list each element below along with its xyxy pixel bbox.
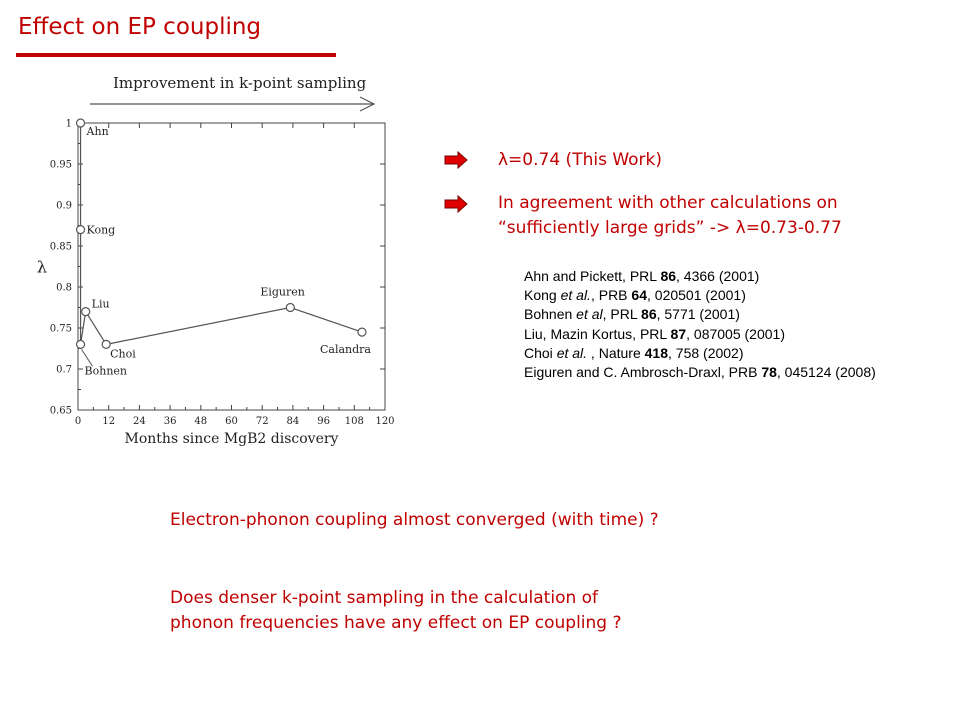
y-tick-label: 0.7: [56, 364, 72, 376]
bullet-agreement-line: “sufficiently large grids” -> λ=0.73-0.77: [498, 218, 842, 238]
slide-title: Effect on EP coupling: [18, 14, 262, 40]
kpoint-question-line: Does denser k-point sampling in the calculation of: [170, 588, 599, 608]
data-point-label: Ahn: [86, 125, 109, 138]
data-point-label: Bohnen: [84, 364, 128, 378]
lambda-vs-months-chart: [0, 0, 420, 460]
x-axis-label: Months since MgB2 discovery: [124, 431, 339, 447]
y-tick-label: 0.8: [56, 282, 72, 294]
kpoint-question: [170, 586, 622, 636]
convergence-statement: Electron-phonon coupling almost converged (with time) ?: [170, 510, 659, 530]
data-point: [77, 119, 85, 127]
data-point: [82, 308, 90, 316]
reference-list: [524, 267, 876, 382]
x-tick-label: 36: [163, 416, 177, 427]
data-point: [102, 340, 110, 348]
series-line: [81, 123, 362, 344]
data-point-label: Liu: [91, 297, 110, 311]
data-point-label: Calandra: [319, 343, 371, 357]
reference-item: Eiguren and C. Ambrosch-Draxl, PRB 78, 045124 (2008): [524, 364, 876, 381]
bullet-agreement: [498, 191, 842, 241]
x-tick-label: 48: [194, 416, 208, 427]
x-tick-label: 120: [375, 416, 395, 427]
bullet-agreement-line: In agreement with other calculations on: [498, 193, 838, 213]
reference-item: Liu, Mazin Kortus, PRL 87, 087005 (2001): [524, 325, 785, 342]
red-arrow-icon: [443, 151, 469, 169]
x-tick-label: 12: [102, 416, 116, 427]
data-point-label: Eiguren: [260, 285, 305, 299]
data-point: [77, 340, 85, 348]
x-tick-label: 72: [255, 416, 269, 427]
reference-item: Ahn and Pickett, PRL 86, 4366 (2001): [524, 268, 760, 284]
data-point: [358, 328, 366, 336]
y-tick-label: 0.75: [49, 323, 72, 335]
red-arrow-icon: [443, 195, 469, 213]
data-point: [286, 304, 294, 312]
y-tick-label: 1: [65, 118, 72, 130]
x-tick-label: 108: [344, 416, 364, 427]
bullet-this-work: λ=0.74 (This Work): [498, 150, 663, 170]
kpoint-question-line: phonon frequencies have any effect on EP coupling ?: [170, 613, 622, 633]
x-tick-label: 96: [317, 416, 330, 427]
x-tick-label: 84: [286, 416, 300, 427]
x-tick-label: 60: [225, 416, 238, 427]
y-tick-label: 0.9: [56, 200, 72, 212]
chart-title: Improvement in k-point sampling: [113, 74, 367, 92]
reference-item: Choi et al. , Nature 418, 758 (2002): [524, 344, 744, 361]
data-point-label: Choi: [110, 347, 136, 361]
reference-item: Kong et al., PRB 64, 020501 (2001): [524, 287, 746, 304]
y-tick-label: 0.95: [49, 159, 72, 171]
y-tick-label: 0.85: [49, 241, 72, 253]
y-axis-label: λ: [36, 257, 48, 277]
reference-item: Bohnen et al, PRL 86, 5771 (2001): [524, 306, 740, 323]
y-tick-label: 0.65: [49, 405, 72, 417]
data-point: [77, 226, 85, 234]
data-point-label: Kong: [86, 223, 116, 237]
x-tick-label: 24: [133, 416, 146, 427]
x-tick-label: 0: [74, 416, 82, 427]
